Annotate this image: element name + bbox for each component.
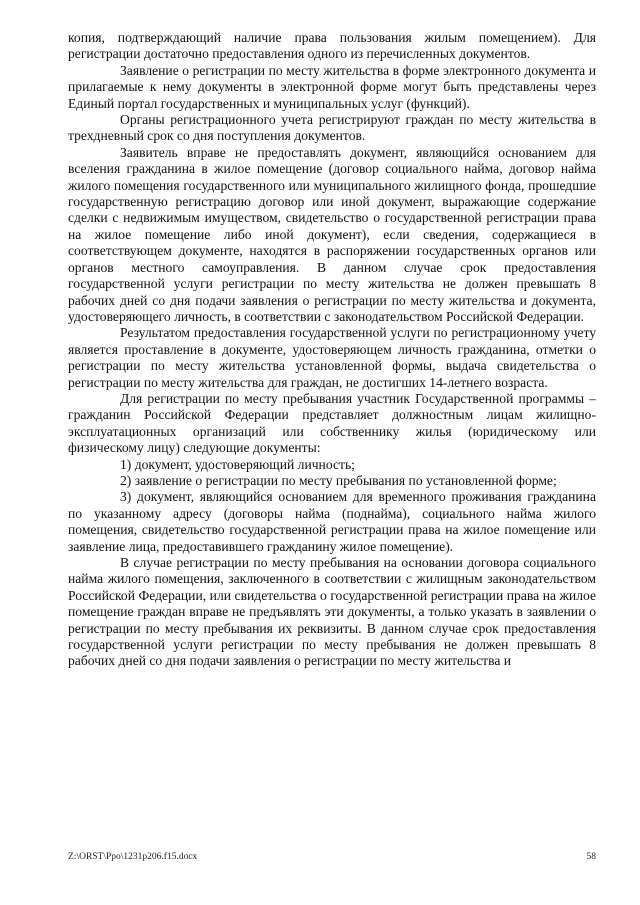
paragraph: Заявление о регистрации по месту жительства в форме электронного документа и прилагаемые к нему документы в электронной форме могут быть представлены через Единый портал государственных и муниципальных услуг (функций). bbox=[68, 62, 596, 111]
paragraph: Результатом предоставления государственной услуги по регистрационному учету является проставление в документе, удостоверяющем личность гражданина, отметки о регистрации по месту жительства установленной формы, выдача свидетельства о регистрации по месту жительства для граждан, не достигших 14-летнего возраста. bbox=[68, 325, 596, 390]
document-body bbox=[68, 30, 596, 670]
list-item: 1) документ, удостоверяющий личность; bbox=[120, 456, 355, 472]
paragraph: В случае регистрации по месту пребывания на основании договора социального найма жилого помещения, заключенного в соответствии с жилищным законодательством Российской Федерации, или свидетельства о государственной регистрации права на жилое помещение граждан вправе не предъявлять эти документы, а только указать в заявлении о регистрации по месту пребывания их реквизиты. В данном случае срок предоставления государственной услуги регистрации по месту пребывания не должен превышать 8 рабочих дней со дня подачи заявления о регистрации по месту жительства и bbox=[68, 555, 596, 669]
list-item: 2) заявление о регистрации по месту пребывания по установленной форме; bbox=[120, 472, 557, 488]
list-item: 3) документ, являющийся основанием для временного проживания гражданина по указанному адресу (договоры найма (поднайма), социального найма жилого помещения, свидетельство государственной регистрации права на жилое помещение или заявление лица, предоставившего гражданину жилое помещение). bbox=[68, 489, 596, 554]
footer-file-path: Z:\ORST\Ppo\1231p206.f15.docx bbox=[68, 852, 198, 862]
page-number: 58 bbox=[586, 852, 596, 862]
paragraph: копия, подтверждающий наличие права пользования жилым помещением). Для регистрации достаточно предоставления одного из перечисленных документов. bbox=[68, 30, 596, 62]
paragraph: Заявитель вправе не предоставлять документ, являющийся основанием для вселения гражданина в жилое помещение (договор социального найма, договор найма жилого помещения государственного или муниципального жилищного фонда, прошедшие государственную регистрацию договор или иной документ, выражающие содержание сделки с недвижимым имуществом, свидетельство о государственной регистрации права на жилое помещение либо иной документ), если сведения, содержащиеся в соответствующем документе, находятся в распоряжении государственных органов или органов местного самоуправления. В данном случае срок предоставления государственной услуги регистрации по месту жительства не должен превышать 8 рабочих дней со дня подачи заявления о регистрации по месту жительства и документа, удостоверяющего личность, в соответствии с законодательством Российской Федерации. bbox=[68, 144, 596, 324]
paragraph: Для регистрации по месту пребывания участник Государственной программы – гражданин Российской Федерации представляет должностным лицам жилищно-эксплуатационных организаций или собственнику жилья (юридическому или физическому лицу) следующие документы: bbox=[68, 390, 596, 456]
paragraph: Органы регистрационного учета регистрируют граждан по месту жительства в трехдневный срок со дня поступления документов. bbox=[68, 112, 596, 144]
